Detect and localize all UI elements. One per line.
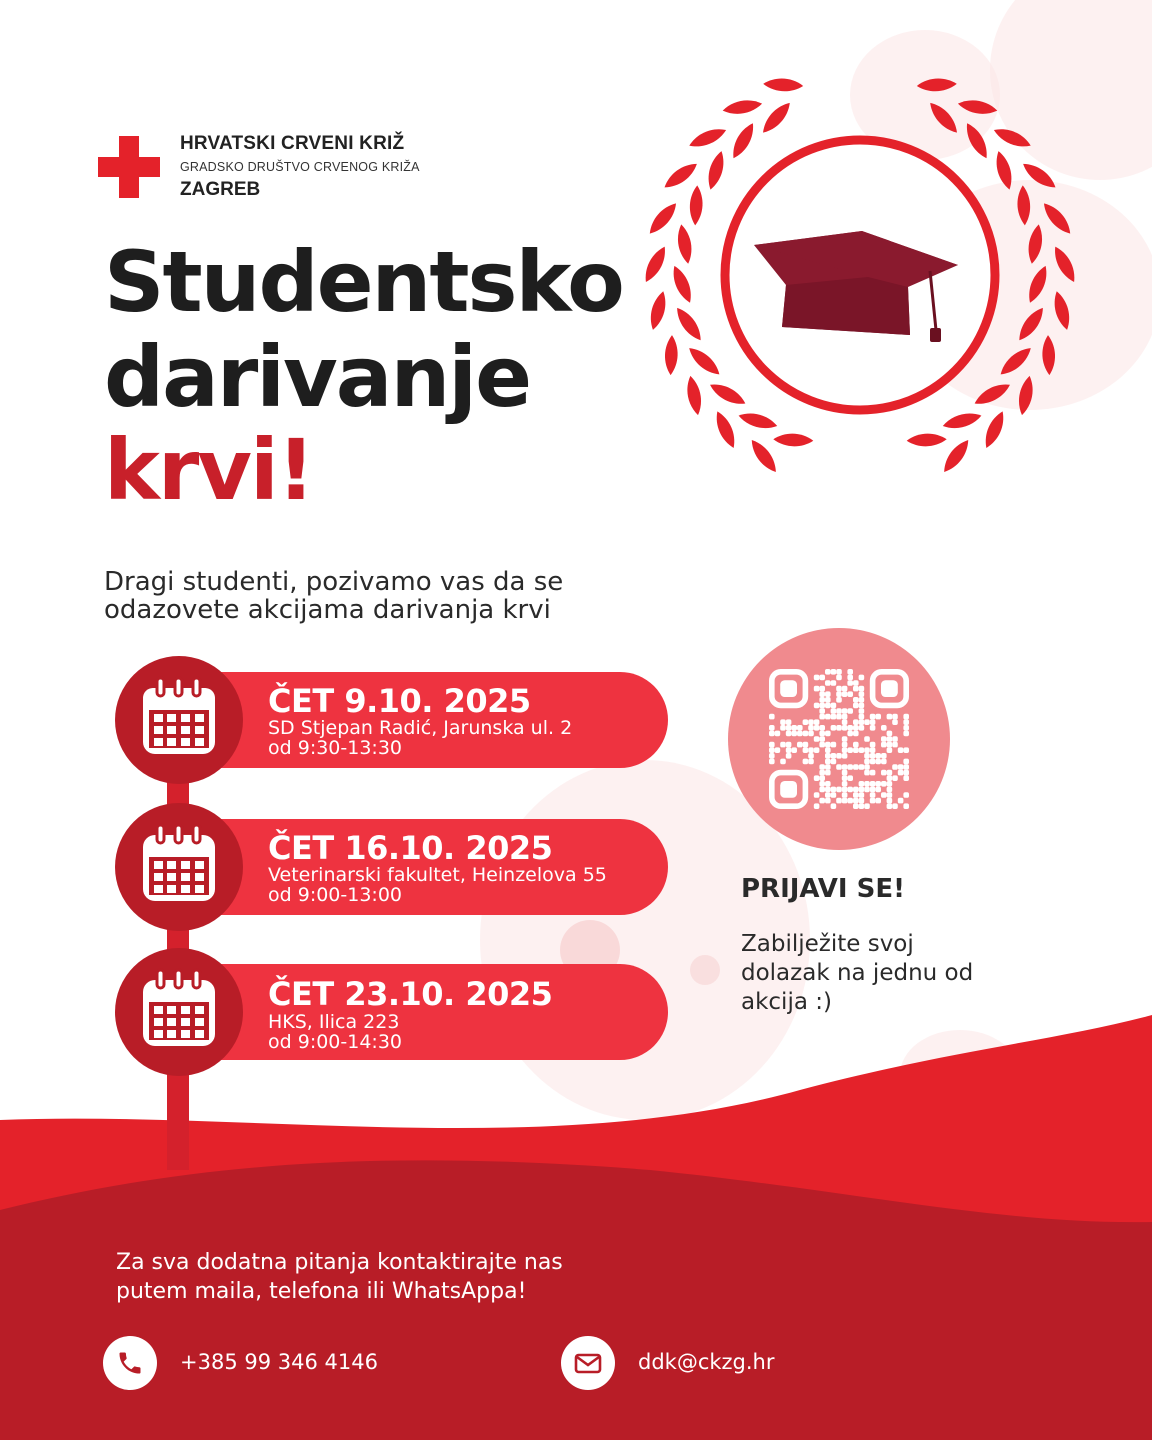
laurel-leaf [916,78,957,93]
title-line-1: Studentsko [104,233,623,331]
email-address[interactable]: ddk@ckzg.hr [638,1350,775,1374]
event-time: od 9:30-13:30 [268,737,403,759]
phone-icon-badge[interactable] [103,1336,157,1390]
laurel-leaf [737,410,779,433]
event-badge [115,948,243,1076]
laurel-leaf [684,375,704,417]
laurel-leaf [1014,304,1048,344]
registration-line-2: dolazak na jednu od [741,960,974,986]
laurel-leaf [1039,199,1075,237]
laurel-leaf [712,409,740,451]
laurel-leaf [669,263,696,305]
laurel-leaf [972,379,1013,409]
laurel-leaf [996,343,1034,379]
calendar-icon [137,676,221,760]
contact-note [116,1248,676,1306]
intro-text [104,568,664,624]
organization-subtitle: GRADSKO DRUŠTVO CRVENOG KRIŽA [180,160,420,174]
laurel-leaf [728,120,758,161]
event-badge [115,656,243,784]
laurel-leaf [722,97,764,116]
phone-icon [116,1349,144,1377]
laurel-leaf [1016,185,1031,226]
organization-name: HRVATSKI CRVENI KRIŽ [180,133,405,154]
laurel-leaf [689,185,704,226]
laurel-leaf [1019,159,1059,193]
qr-code-badge[interactable] [728,628,950,850]
laurel-leaf [640,244,670,285]
mail-icon-badge[interactable] [561,1336,615,1390]
laurel-leaf [661,159,701,193]
intro-line-2: odazovete akcijama darivanja krvi [104,595,551,625]
laurel-leaf [763,78,804,93]
organization-city: ZAGREB [180,179,261,200]
calendar-icon [137,823,221,907]
title-line-2: darivanje [104,328,531,426]
calendar-icon [137,968,221,1052]
qr-code[interactable] [769,669,909,809]
event-date: ČET 23.10. 2025 [268,975,553,1013]
laurel-leaf [647,290,670,332]
laurel-leaf [1051,290,1074,332]
laurel-leaf [704,149,727,191]
contact-note-line-1: Za sva dodatna pitanja kontaktirajte nas [116,1250,563,1275]
phone-number[interactable]: +385 99 346 4146 [180,1350,378,1374]
contact-note-line-2: putem maila, telefona ili WhatsAppa! [116,1279,527,1304]
laurel-leaf [991,124,1033,151]
laurel-leaf [645,199,681,237]
event-location: SD Stjepan Radić, Jarunska ul. 2 [268,717,573,739]
registration-line-1: Zabilježite svoj [741,931,914,957]
laurel-leaf [1042,335,1056,375]
laurel-leaf [687,124,729,151]
event-date: ČET 9.10. 2025 [268,682,531,720]
registration-line-3: akcija :) [741,989,832,1015]
event-location: HKS, Ilica 223 [268,1011,400,1033]
laurel-leaf [773,433,813,447]
laurel-leaf [672,304,706,344]
red-cross-icon [98,136,160,198]
laurel-leaf [1026,223,1045,265]
laurel-leaf [1050,244,1080,285]
laurel-leaf [747,436,781,476]
event-date: ČET 16.10. 2025 [268,829,553,867]
event-location: Veterinarski fakultet, Heinzelova 55 [268,864,607,886]
laurel-leaf [685,343,723,379]
laurel-leaf [941,410,983,433]
laurel-leaf [1024,263,1051,305]
laurel-wreath [630,45,1090,505]
mail-icon [574,1349,602,1377]
event-badge [115,803,243,931]
title-line-3: krvi! [104,421,314,519]
laurel-leaf [962,120,992,161]
event-time: od 9:00-13:00 [268,884,403,906]
laurel-leaf [939,436,973,476]
intro-line-1: Dragi studenti, pozivamo vas da se [104,567,564,597]
laurel-leaf [992,149,1015,191]
laurel-leaf [981,409,1009,451]
laurel-leaf [675,223,694,265]
laurel-leaf [664,335,678,375]
registration-heading: PRIJAVI SE! [741,874,905,904]
event-time: od 9:00-14:30 [268,1031,403,1053]
laurel-leaf [758,99,794,137]
laurel-leaf [926,99,962,137]
laurel-leaf [1016,375,1036,417]
laurel-leaf [906,433,946,447]
laurel-leaf [707,379,748,409]
laurel-leaf [957,97,999,116]
registration-text [741,930,1041,1017]
